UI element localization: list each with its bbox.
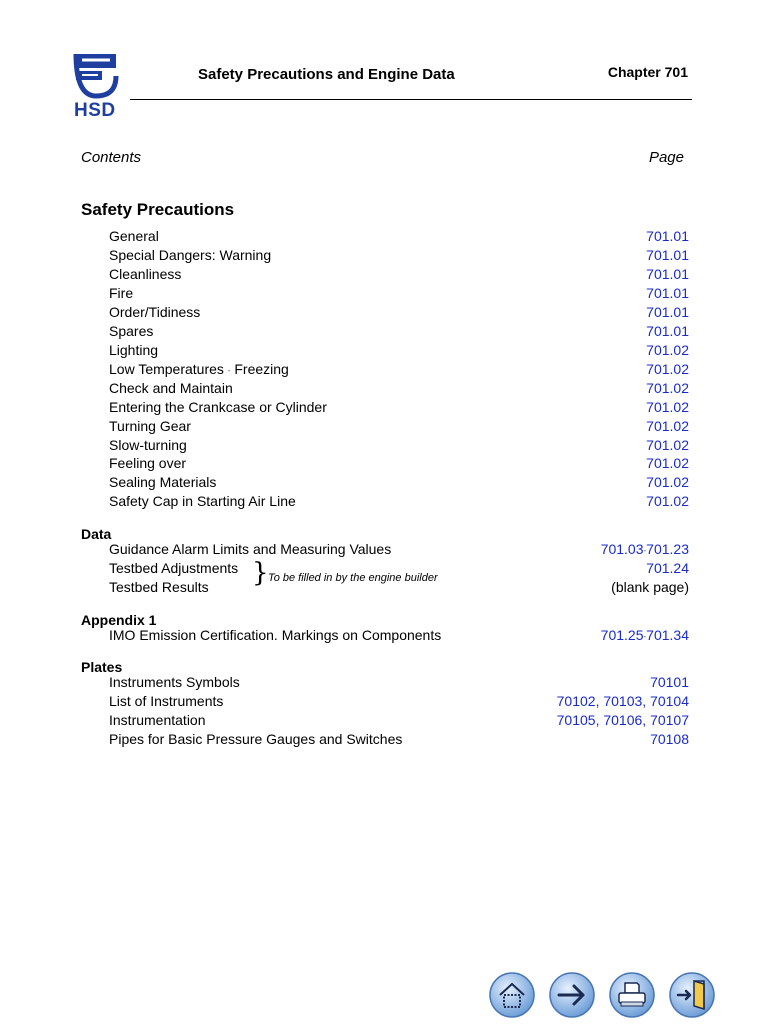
toc-page-link[interactable]: 701.25-701.34 (600, 627, 689, 643)
toc-page-link[interactable]: 701.01 (646, 304, 689, 320)
toc-entry-label: Spares (109, 323, 154, 339)
toc-entry-label: Check and Maintain (109, 380, 233, 396)
toc-entry-label: Entering the Crankcase or Cylinder (109, 399, 327, 415)
page-range-end: 701.34 (646, 627, 689, 643)
toc-entry-label: Feeling over (109, 455, 187, 471)
arrow-right-icon (548, 971, 596, 1019)
toc-entry-label: Sealing Materials (109, 474, 217, 490)
toc-entry-label: Turning Gear (109, 418, 191, 434)
page-range-end: 701.23 (646, 541, 689, 557)
toc-page-link[interactable]: 701.02 (646, 342, 689, 358)
toc-page-link[interactable]: 70105, 70106, 70107 (556, 712, 689, 728)
toc-page-link[interactable]: 70102, 70103, 70104 (556, 693, 689, 709)
toc-row (109, 247, 689, 266)
hsd-logo-mark (72, 50, 120, 100)
toc-row (109, 418, 689, 437)
toc-page-link[interactable]: 701.02 (646, 418, 689, 434)
chapter-label: Chapter 701 (607, 64, 688, 80)
toc-entry-label: Special Dangers: Warning (109, 247, 272, 263)
toc-entry-label: Order/Tidiness (109, 304, 201, 320)
toc-entry-label: Lighting (109, 342, 159, 358)
exit-button[interactable] (668, 971, 716, 1019)
toc-entry-label: Cleanliness (109, 266, 182, 282)
toc-row (109, 380, 689, 399)
toc-entry-label: Guidance Alarm Limits and Measuring Values (109, 541, 392, 557)
toc-row (109, 266, 689, 285)
toc-page-link[interactable]: 701.01 (646, 323, 689, 339)
hsd-logo (72, 50, 120, 122)
toc-entry-label: Safety Cap in Starting Air Line (109, 493, 296, 509)
toc-page-link[interactable]: 701.02 (646, 380, 689, 396)
toc-entry-label-part: Low Temperatures (109, 361, 224, 377)
toc-entry-label: List of Instruments (109, 693, 224, 709)
contents-label: Contents (81, 149, 142, 166)
toc-entry-label: Testbed Results (109, 579, 209, 595)
toc-row (109, 712, 689, 731)
toc-page-link[interactable]: 701.24 (646, 560, 689, 576)
page-column-label: Page (648, 149, 684, 166)
exit-door-icon (668, 971, 716, 1019)
group-title-data: Data (81, 526, 112, 542)
toc-entry-label: Slow-turning (109, 437, 187, 453)
page-range-start: 701.03 (600, 541, 644, 557)
brace-glyph: } (252, 558, 269, 588)
toc-entry-label: IMO Emission Certification. Markings on Components (109, 627, 442, 643)
toc-row (109, 304, 689, 323)
toc-row (109, 474, 689, 493)
toc-row (109, 228, 689, 247)
toc-page-text: (blank page) (611, 579, 689, 595)
toc-entry-label: Testbed Adjustments (109, 560, 239, 576)
toc-entry-label: General (109, 228, 159, 244)
toc-row (109, 541, 689, 560)
toc-page-link[interactable]: 701.03-701.23 (600, 541, 689, 557)
toc-page-link[interactable]: 701.01 (646, 266, 689, 282)
home-icon (488, 971, 536, 1019)
print-button[interactable] (608, 971, 656, 1019)
toc-entry-label: Instrumentation (109, 712, 206, 728)
toc-page-link[interactable]: 701.01 (646, 285, 689, 301)
document-title: Safety Precautions and Engine Data (198, 66, 455, 83)
toc-page-link[interactable]: 70101 (650, 674, 689, 690)
toc-row (109, 361, 689, 380)
page-range-start: 701.25 (600, 627, 644, 643)
toc-entry-label: Fire (109, 285, 134, 301)
toc-row (109, 342, 689, 361)
printer-icon (608, 971, 656, 1019)
next-page-button[interactable] (548, 971, 596, 1019)
group-title-plates: Plates (81, 659, 123, 675)
toc-row (109, 455, 689, 474)
logo-text: HSD (74, 100, 116, 121)
toc-row (109, 731, 689, 750)
toc-page-link[interactable]: 70108 (650, 731, 689, 747)
toc-row (109, 323, 689, 342)
toc-page-link[interactable]: 701.02 (646, 493, 689, 509)
section-title-safety: Safety Precautions (81, 200, 235, 219)
toc-entry-label: Low Temperatures - Freezing (109, 361, 289, 377)
toc-page-link[interactable]: 701.01 (646, 247, 689, 263)
header-divider (130, 99, 692, 100)
toc-row (109, 399, 689, 418)
builder-note: To be filled in by the engine builder (268, 572, 438, 584)
group-title-appendix: Appendix 1 (81, 612, 157, 628)
home-button[interactable] (488, 971, 536, 1019)
toc-row (109, 437, 689, 456)
toc-page-link[interactable]: 701.02 (646, 455, 689, 471)
toc-row (109, 693, 689, 712)
toc-page-link[interactable]: 701.02 (646, 474, 689, 490)
toc-page-link[interactable]: 701.02 (646, 399, 689, 415)
toc-row (109, 627, 689, 646)
toc-entry-label: Instruments Symbols (109, 674, 240, 690)
toc-page-link[interactable]: 701.02 (646, 361, 689, 377)
toc-entry-label: Pipes for Basic Pressure Gauges and Switches (109, 731, 403, 747)
toc-row (109, 493, 689, 512)
toc-page-link[interactable]: 701.02 (646, 437, 689, 453)
toc-page-link[interactable]: 701.01 (646, 228, 689, 244)
toc-row (109, 674, 689, 693)
toc-entry-label-part: Freezing (234, 361, 289, 377)
toc-row (109, 285, 689, 304)
